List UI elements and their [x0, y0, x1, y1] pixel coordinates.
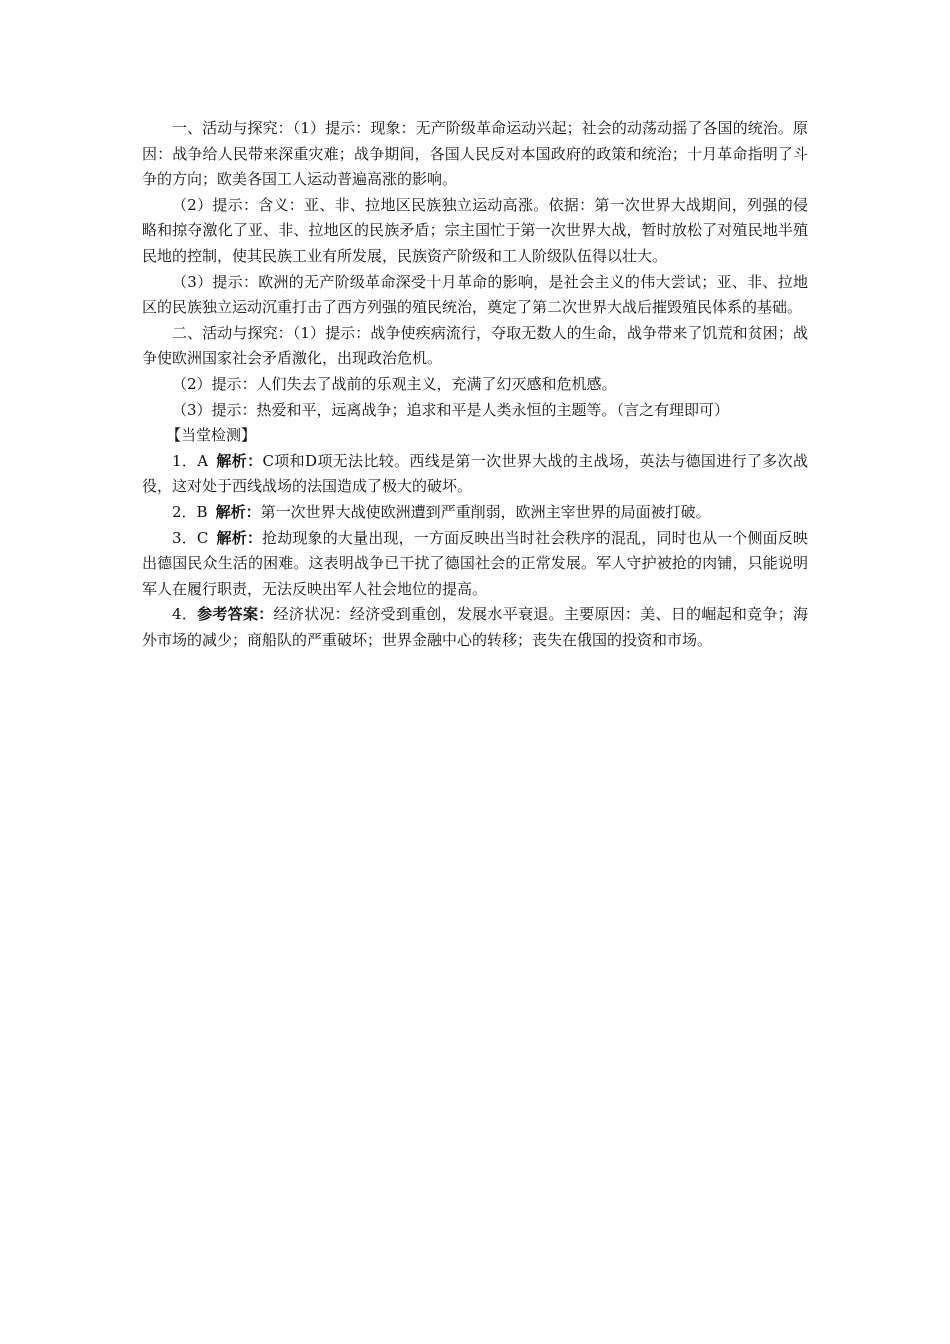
answer-item-1: [142, 449, 808, 500]
answer-item-4: [142, 602, 808, 653]
section-heading: 【当堂检测】: [166, 426, 257, 445]
paragraph-activity-1-answer-2: （2）提示：含义：亚、非、拉地区民族独立运动高涨。依据：第一次世界大战期间，列强的侵略和掠夺激化了亚、非、拉地区的民族矛盾；宗主国忙于第一次世界大战，暂时放松了对殖民地半殖民地的控制，使其民族工业有所发展，民族资产阶级和工人阶级队伍得以壮大。: [142, 195, 808, 265]
paragraph-activity-1-answer-1: 一、活动与探究：（1）提示：现象：无产阶级革命运动兴起；社会的动荡动摇了各国的统治。原因：战争给人民带来深重灾难；战争期间，各国人民反对本国政府的政策和统治；十月革命指明了斗争的方向；欧美各国工人运动普遍高涨的影响。: [142, 119, 808, 189]
answer-number: 2．B: [172, 502, 208, 521]
answer-label: 解析：: [216, 528, 263, 547]
answer-number: 3．C: [172, 528, 209, 547]
answer-text: 经济状况：经济受到重创，发展水平衰退。主要原因：美、日的崛起和竞争；海外市场的减少；商船队的严重破坏；世界金融中心的转移；丧失在俄国的投资和市场。: [142, 605, 808, 649]
paragraph-activity-2-answer-1: 二、活动与探究：（1）提示：战争使疾病流行，夺取无数人的生命，战争带来了饥荒和贫困；战争使欧洲国家社会矛盾激化，出现政治危机。: [142, 323, 808, 368]
answer-item-2: [142, 500, 808, 526]
paragraph-activity-2-answer-2: （2）提示：人们失去了战前的乐观主义，充满了幻灭感和危机感。: [172, 374, 617, 393]
answer-label: 解析：: [215, 502, 261, 521]
paragraph-activity-1-answer-3: （3）提示：欧洲的无产阶级革命深受十月革命的影响，是社会主义的伟大尝试；亚、非、拉地区的民族独立运动沉重打击了西方列强的殖民统治，奠定了第二次世界大战后摧毁殖民体系的基础。: [142, 272, 808, 317]
answer-text: C项和D项无法比较。西线是第一次世界大战的主战场，英法与德国进行了多次战役，这对处于西线战场的法国造成了极大的破坏。: [142, 451, 808, 496]
answer-item-3: [142, 526, 808, 603]
answer-text: 抢劫现象的大量出现，一方面反映出当时社会秩序的混乱，同时也从一个侧面反映出德国民众生活的困难。这表明战争已干扰了德国社会的正常发展。军人守护被抢的肉铺，只能说明军人在履行职责，无法反映出军人社会地位的提高。: [142, 528, 808, 598]
answer-label: 解析：: [216, 451, 263, 470]
answer-number: 1．A: [172, 451, 209, 470]
paragraph-activity-2-answer-3: （3）提示：热爱和平，远离战争；追求和平是人类永恒的主题等。（言之有理即可）: [172, 400, 730, 419]
document-page: [142, 116, 808, 653]
answer-number: 4．: [172, 605, 198, 624]
answer-text: 第一次世界大战使欧洲遭到严重削弱，欧洲主宰世界的局面被打破。: [260, 502, 711, 521]
answer-label: 参考答案：: [197, 605, 274, 624]
